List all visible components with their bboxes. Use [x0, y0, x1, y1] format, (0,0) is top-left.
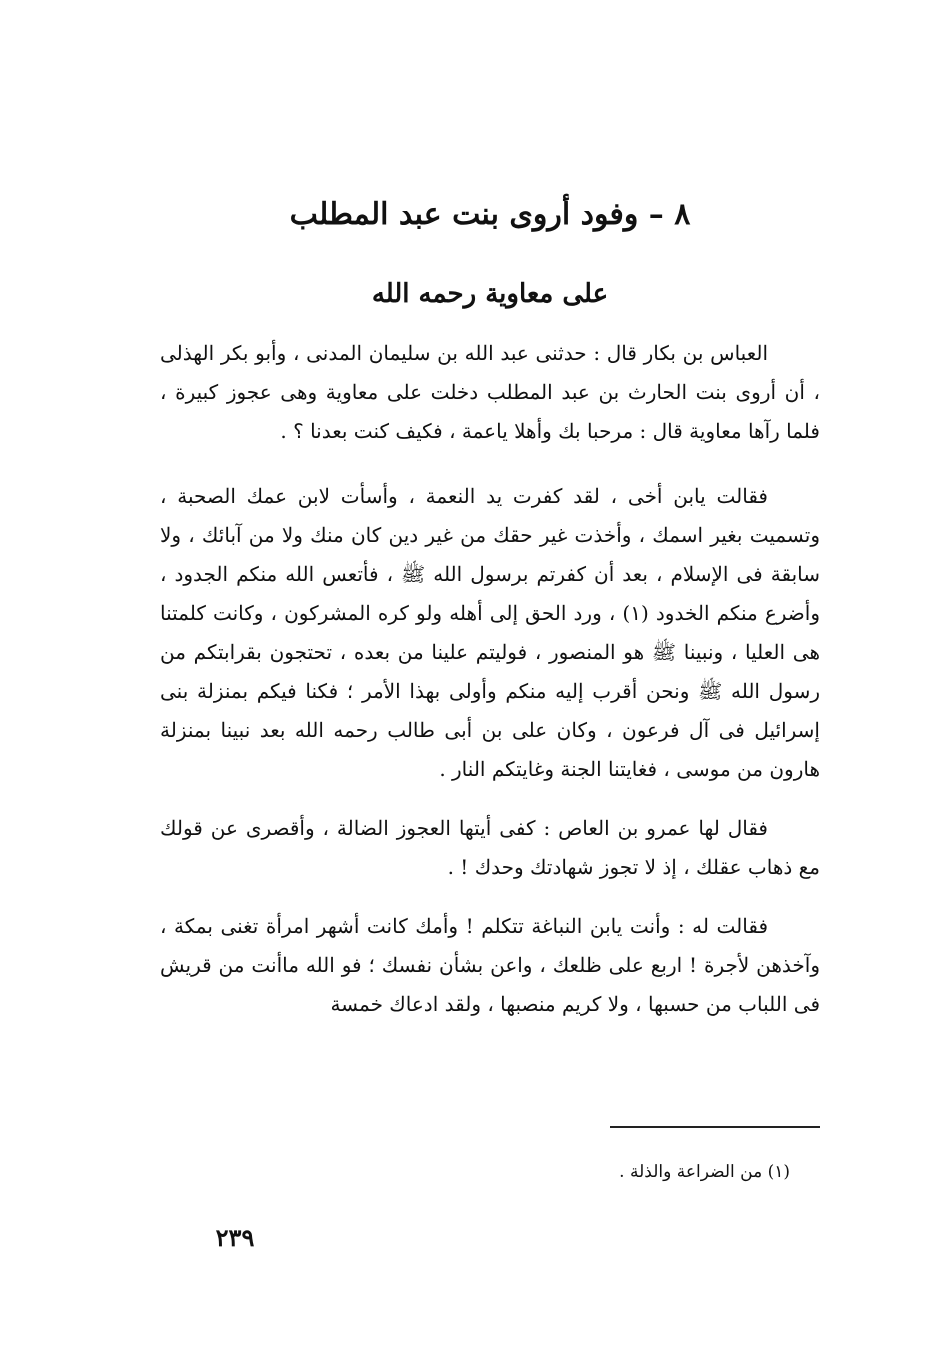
paragraph-1: العباس بن بكار قال : حدثنى عبد الله بن سليمان المدنى ، وأبو بكر الهذلى ، أن أروى بنت الحارث بن عبد المطلب دخلت على معاوية وهى عجوز كبيرة ، فلما رآها معاوية قال : مرحبا بك وأهلا ياعمة ، فكيف كنت بعدنا ؟ . [160, 341, 820, 443]
footnote: (١) من الضراعة والذلة . [619, 1162, 790, 1182]
paragraph-4: فقالت له : وأنت يابن النباغة تتكلم ! وأمك كانت أشهر امرأة تغنى بمكة ، وآخذهن لأجرة ! اربع على ظلعك ، واعن بشأن نفسك ؛ فو الله ماأنت من قريش فى اللباب من حسبها ، ولا كريم منصبها ، ولقد ادعاك خمسة [160, 914, 820, 1016]
chapter-subtitle: على معاوية رحمه الله [371, 279, 609, 309]
paragraph-2: فقالت يابن أخى ، لقد كفرت يد النعمة ، وأسأت لابن عمك الصحبة ، وتسميت بغير اسمك ، وأخذت غير حقك من غير دين كان منك ولا من آبائك ، ولا سابقة فى الإسلام ، بعد أن كفرتم برسول الله ﷺ ، فأتعس الله منكم الجدود ، وأضرع منكم الخدود (١) ، ورد الحق إلى أهله ولو كره المشركون ، وكانت كلمتنا هى العليا ، ونبينا ﷺ هو المنصور ، فوليتم علينا من بعده ، تحتجون بقرابتكم من رسول الله ﷺ ونحن أقرب إليه منكم وأولى بهذا الأمر ؛ فكنا فيكم بمنزلة بنى إسرائيل فى آل فرعون ، وكان على بن أبى طالب رحمه الله بعد نبينا بمنزلة هارون من موسى ، فغايتنا الجنة وغايتكم النار . [160, 484, 820, 781]
paragraph-3: فقال لها عمرو بن العاص : كفى أيتها العجوز الضالة ، وأقصرى عن قولك مع ذهاب عقلك ، إذ لا تجوز شهادتك وحدك ! . [160, 816, 820, 879]
chapter-title: ٨ – وفود أروى بنت عبد المطلب [289, 197, 691, 232]
page-number: ٢٣٩ [215, 1223, 255, 1252]
footnote-divider [610, 1126, 820, 1128]
body-text [160, 334, 820, 1024]
